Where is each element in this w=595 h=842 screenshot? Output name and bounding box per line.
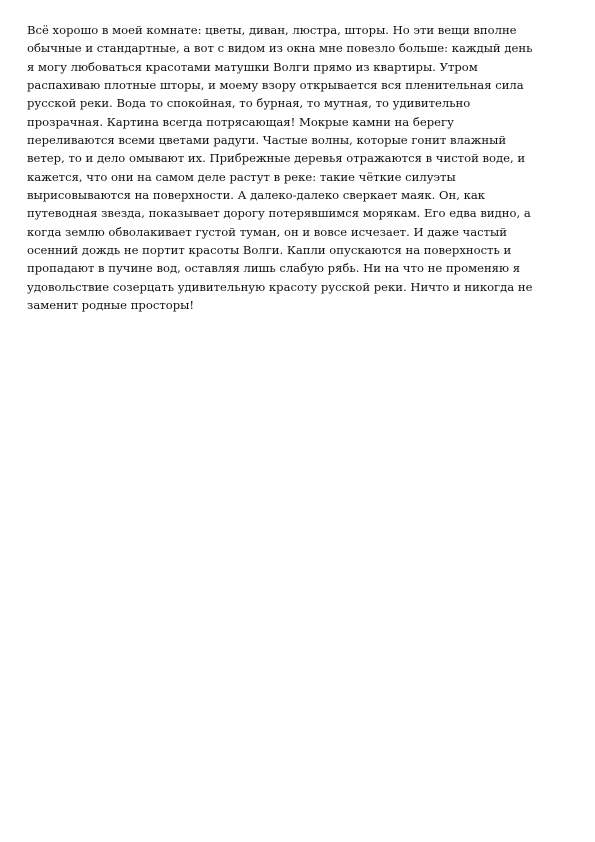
text-line: путеводная звезда, показывает дорогу потерявшимся морякам. Его едва видно, а bbox=[27, 206, 531, 221]
text-line: обычные и стандартные, а вот с видом из окна мне повезло больше: каждый день bbox=[27, 41, 533, 56]
text-line: заменит родные просторы! bbox=[27, 298, 195, 313]
text-line: прозрачная. Картина всегда потрясающая! Мокрые камни на берегу bbox=[27, 114, 454, 129]
text-line: ветер, то и дело омывают их. Прибрежные деревья отражаются в чистой воде, и bbox=[27, 151, 526, 166]
text-line: я могу любоваться красотами матушки Волги прямо из квартиры. Утром bbox=[27, 59, 478, 74]
text-line: Всё хорошо в моей комнате: цветы, диван, люстра, шторы. Но эти вещи вполне bbox=[27, 23, 517, 37]
text-line: переливаются всеми цветами радуги. Частые волны, которые гонит влажный bbox=[27, 133, 507, 148]
text-line: пропадают в пучине вод, оставляя лишь слабую рябь. Ни на что не променяю я bbox=[27, 261, 521, 276]
text-line: когда землю обволакивает густой туман, он и вовсе исчезает. И даже частый bbox=[27, 224, 507, 239]
text-line: распахиваю плотные шторы, и моему взору открывается вся пленительная сила bbox=[27, 78, 524, 93]
text-line: кажется, что они на самом деле растут в реке: такие чёткие силуэты bbox=[27, 169, 456, 184]
essay-paragraph bbox=[27, 21, 567, 315]
text-line: удовольствие созерцать удивительную красоту русской реки. Ничто и никогда не bbox=[27, 279, 533, 294]
text-line: осенний дождь не портит красоты Волги. Капли опускаются на поверхность и bbox=[27, 243, 512, 258]
text-line: русской реки. Вода то спокойная, то бурная, то мутная, то удивительно bbox=[27, 96, 471, 111]
text-line: вырисовываются на поверхности. А далеко-далеко сверкает маяк. Он, как bbox=[27, 188, 486, 203]
